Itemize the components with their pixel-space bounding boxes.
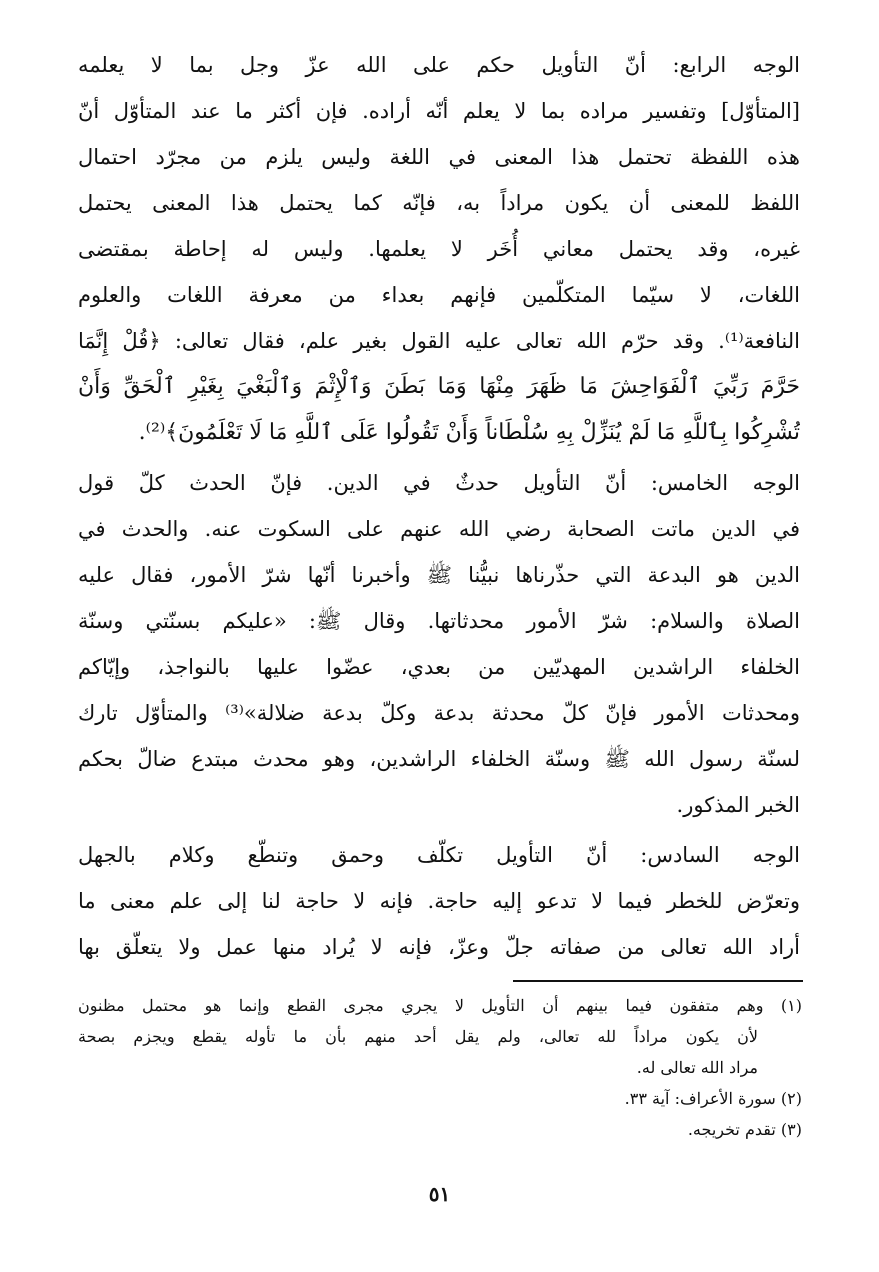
text-line: الصلاة والسلام: شرّ الأمور محدثاتها. وقال ﷺ: «عليكم بسنّتي وسنّة (78, 609, 800, 633)
text-line: أراد الله تعالى من صفاته جلّ وعزّ، فإنه لا يُراد منها عمل ولا يتعلّق بها (78, 935, 800, 959)
text-line: ومحدثات الأمور فإنّ كلّ محدثة بدعة وكلّ بدعة ضلالة»⁽³⁾ والمتأوّل تارك (78, 701, 800, 725)
text-line: في الدين ماتت الصحابة رضي الله عنهم على السكوت عنه. والحدث في (78, 517, 800, 541)
text-line: الوجه الرابع: أنّ التأويل حكم على الله عزّ وجل بما لا يعلمه (78, 53, 800, 77)
footnote-2: (٢) سورة الأعراف: آية ٣٣. (624, 1089, 802, 1108)
paragraph-fifth-aspect (78, 460, 800, 828)
text-line: لسنّة رسول الله ﷺ وسنّة الخلفاء الراشدين، وهو محدث مبتدع ضالّ بحكم (78, 747, 800, 771)
footnote-1-line: لأن يكون مراداً لله تعالى، ولم يقل أحد منهم بأن ما تأوله يقطع ويجزم بصحة (78, 1027, 759, 1046)
text-line: الوجه السادس: أنّ التأويل تكلّف وحمق وتنطّع وكلام بالجهل (78, 843, 800, 867)
paragraph-fourth-aspect (78, 42, 800, 456)
quran-verse-line: حَرَّمَ رَبِّيَ ٱلْفَوَاحِشَ مَا ظَهَرَ مِنْهَا وَمَا بَطَنَ وَٱلْإِثْمَ وَٱلْبَغْيَ بِغَيْرِ ٱلْحَقِّ وَأَنْ (78, 374, 800, 399)
text-line: هذه اللفظة تحتمل هذا المعنى في اللغة وليس يلزم من مجرّد احتمال (78, 145, 800, 169)
footnote-separator (513, 980, 803, 982)
text-line: اللغات، لا سيّما المتكلّمين فإنهم بعداء من معرفة اللغات والعلوم (78, 283, 800, 307)
paragraph-sixth-aspect (78, 832, 800, 970)
text-line: غيره، وقد يحتمل معاني أُخَر لا يعلمها. وليس له إحاطة بمقتضى (78, 237, 800, 261)
text-line: الخلفاء الراشدين المهديّين من بعدي، عضّوا عليها بالنواجذ، وإيّاكم (78, 655, 800, 679)
text-line: الوجه الخامس: أنّ التأويل حدثٌ في الدين. فإنّ الحدث كلّ قول (78, 471, 800, 495)
text-line: اللفظ للمعنى أن يكون مراداً به، فإنّه كما يحتمل هذا المعنى يحتمل (78, 191, 800, 215)
quran-verse-line: تُشْرِكُوا بِٱللَّهِ مَا لَمْ يُنَزِّلْ بِهِ سُلْطَاناً وَأَنْ تَقُولُوا عَلَى ٱللَّهِ مَا لَا تَعْلَمُونَ﴾⁽²⁾. (138, 420, 800, 445)
page-number: ٥١ (428, 1182, 451, 1206)
footnote-3: (٣) تقدم تخريجه. (687, 1120, 802, 1139)
footnote-1-line: (١) وهم متفقون فيما بينهم أن التأويل لا يجري مجرى القطع وإنما هو محتمل مظنون (78, 996, 802, 1015)
text-line: النافعة⁽¹⁾. وقد حرّم الله تعالى عليه القول بغير علم، فقال تعالى: ﴿قُلْ إِنَّمَا (78, 329, 800, 353)
footnote-1-line: مراد الله تعالى له. (636, 1058, 758, 1077)
text-line: [المتأوّل] وتفسير مراده بما لا يعلم أنّه أراده. فإن أكثر ما عند المتأوّل أنّ (78, 99, 800, 123)
text-line: وتعرّض للخطر فيما لا تدعو إليه حاجة. فإنه لا حاجة لنا إلى علم معنى ما (78, 889, 800, 913)
text-line: الدين هو البدعة التي حذّرناها نبيُّنا ﷺ وأخبرنا أنّها شرّ الأمور، فقال عليه (78, 563, 800, 587)
text-line: الخبر المذكور. (676, 793, 800, 817)
footnotes (78, 990, 802, 1145)
